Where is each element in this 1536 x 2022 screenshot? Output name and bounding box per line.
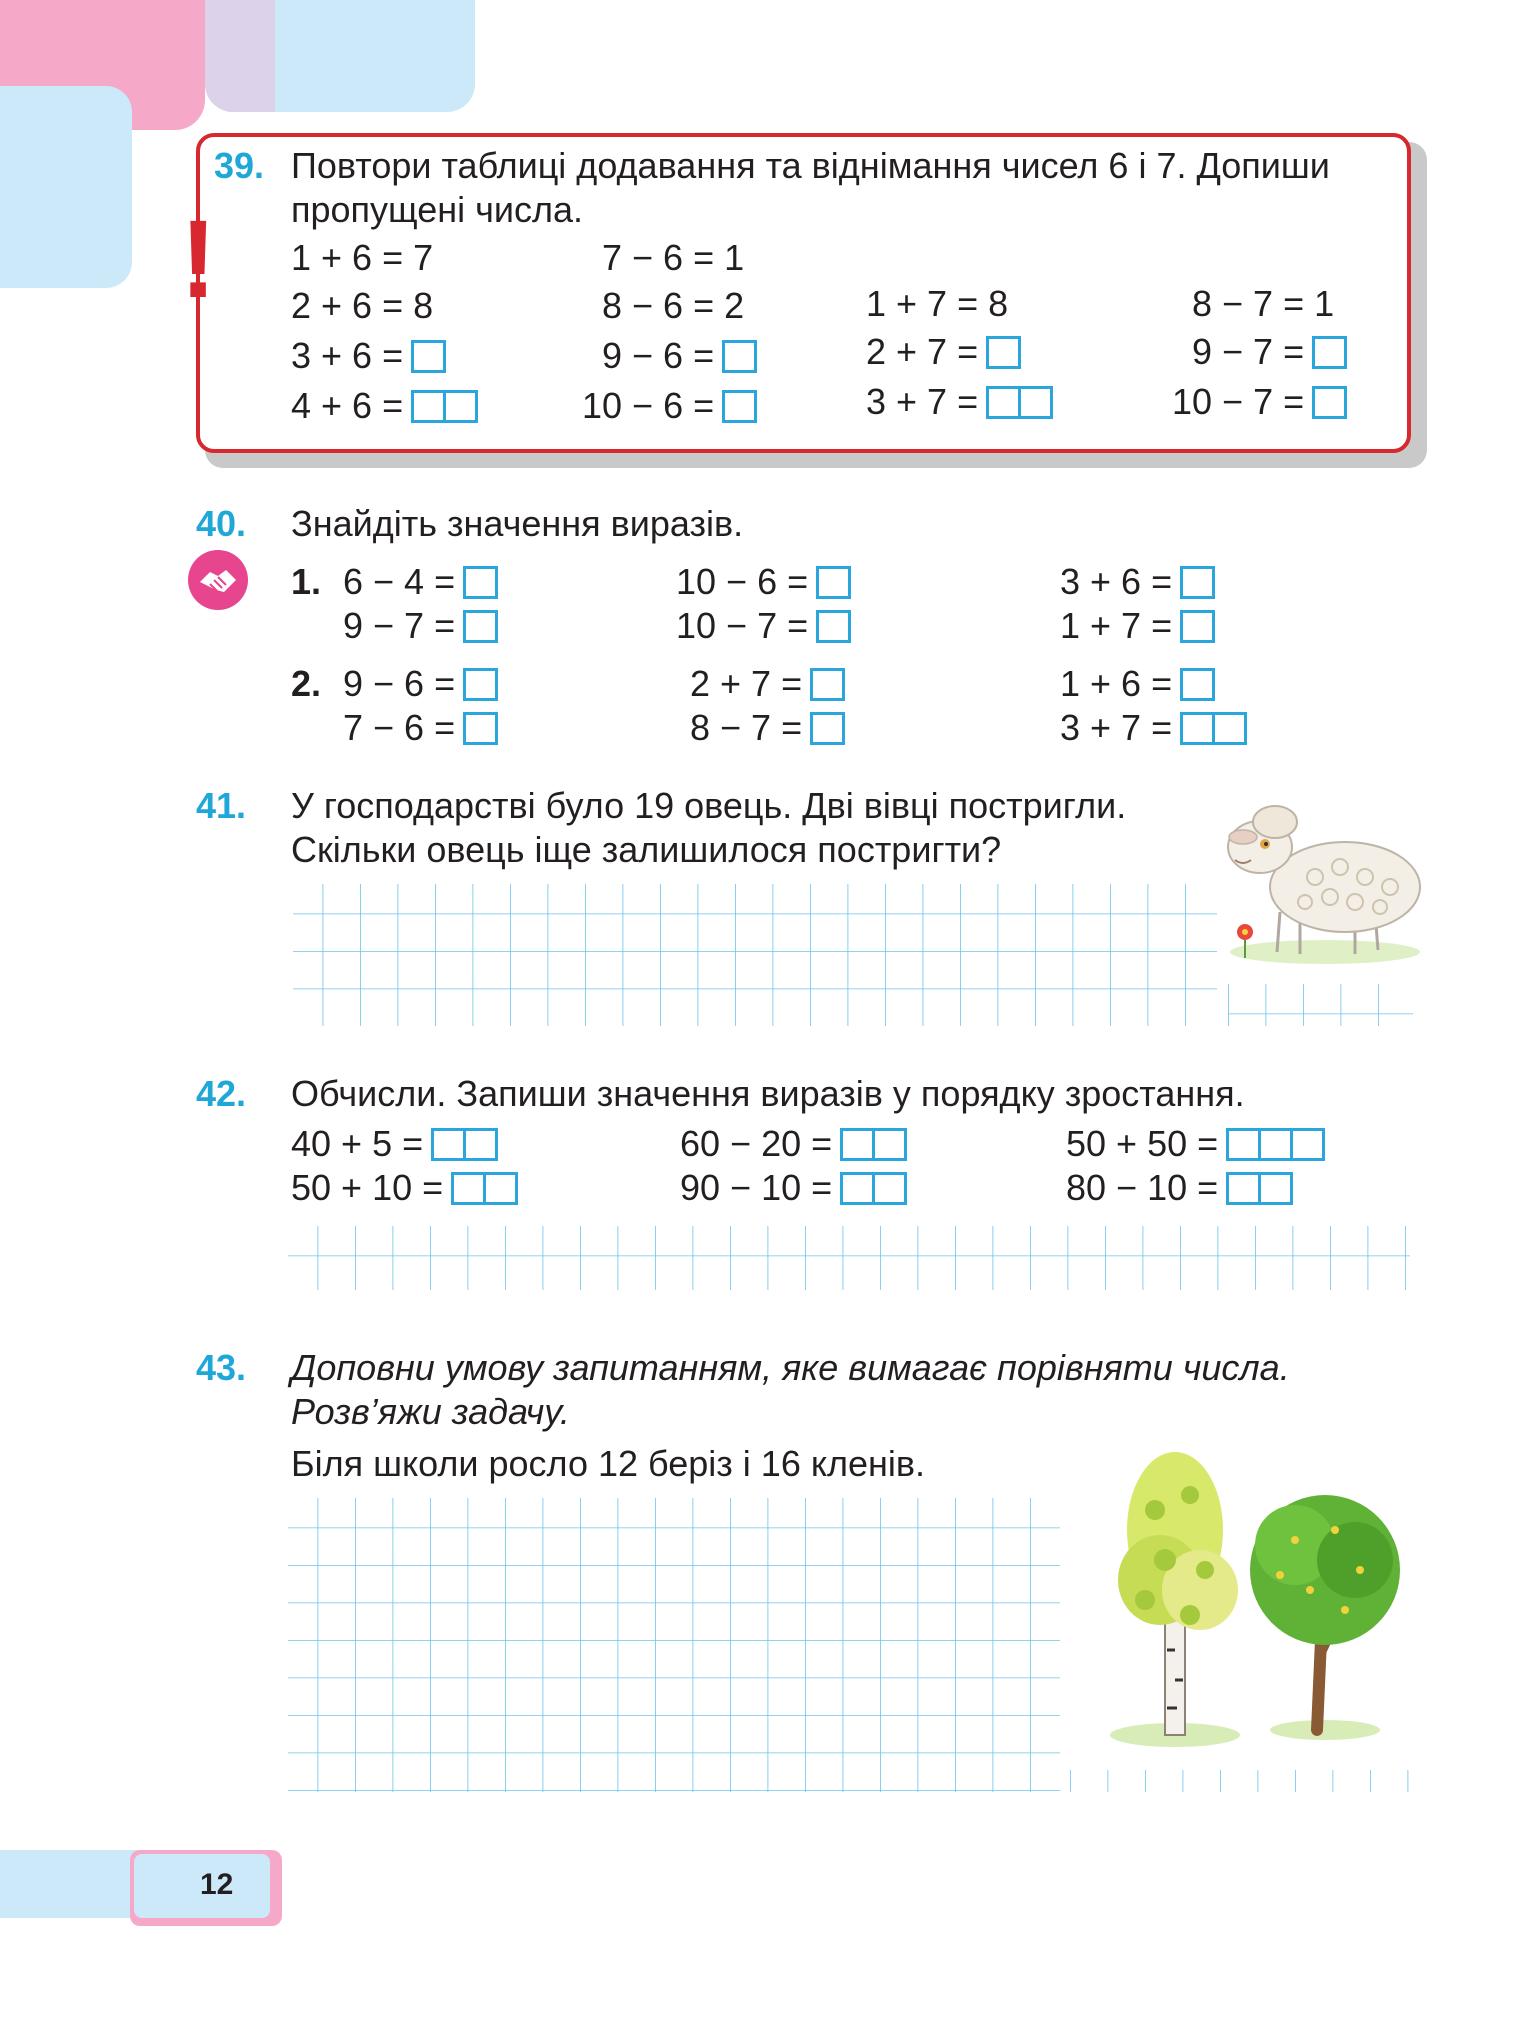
answer-box[interactable] <box>463 566 498 599</box>
ex39-eq-text: 3 + 6 = <box>291 335 404 376</box>
ex42-eq-text: 50 + 10 = <box>291 1167 444 1208</box>
ex43-answer-grid-bottom[interactable] <box>1070 1762 1420 1802</box>
ex40-eq-text: 2 + 7 = <box>690 663 803 704</box>
ex39-eq-text: 4 + 6 = <box>291 385 404 426</box>
ex42-eq-text: 80 − 10 = <box>1066 1167 1219 1208</box>
answer-box[interactable] <box>1180 712 1215 745</box>
ex42-instruction: Обчисли. Запиши значення виразів у порядку зростання. <box>291 1073 1245 1114</box>
answer-box[interactable] <box>986 386 1021 419</box>
ex40-eq <box>343 662 498 706</box>
answer-box[interactable] <box>1226 1128 1261 1161</box>
corner-blue-block-left <box>0 86 132 288</box>
ex43-condition: Біля школи росло 12 беріз і 16 кленів. <box>291 1443 926 1484</box>
sheep-illustration <box>1205 792 1435 972</box>
answer-box[interactable] <box>1180 668 1215 701</box>
ex39-eq <box>866 282 1008 326</box>
ex40-part1-label: 1. <box>291 561 322 602</box>
ex43-answer-grid[interactable] <box>280 1490 1070 1800</box>
ex43-instruction-line2: Розв’яжи задачу. <box>291 1391 570 1432</box>
ex40-instruction: Знайдіть значення виразів. <box>291 503 744 544</box>
answer-box[interactable] <box>1180 610 1215 643</box>
answer-box[interactable] <box>1258 1128 1293 1161</box>
answer-box[interactable] <box>1018 386 1053 419</box>
ex42-eq <box>680 1166 907 1210</box>
ex40-eq <box>343 604 498 648</box>
ex40-eq <box>343 706 498 750</box>
ex40-eq-text: 1 + 6 = <box>1060 663 1173 704</box>
answer-box[interactable] <box>840 1128 875 1161</box>
ex40-part2-label: 2. <box>291 663 322 704</box>
ex42-eq-text: 90 − 10 = <box>680 1167 833 1208</box>
ex39-eq <box>291 384 478 428</box>
ex42-answer-grid[interactable] <box>280 1218 1420 1300</box>
ex39-eq-text: 2 + 6 = 8 <box>291 285 434 326</box>
answer-box[interactable] <box>872 1172 907 1205</box>
handshake-icon <box>188 550 248 610</box>
answer-box[interactable] <box>411 390 446 423</box>
ex40-eq <box>1060 604 1215 648</box>
ex40-eq <box>1060 662 1215 706</box>
ex40-eq-text: 7 − 6 = <box>343 707 456 748</box>
ex42-eq <box>291 1122 498 1166</box>
ex39-eq <box>602 334 757 378</box>
ex39-eq <box>1172 380 1347 424</box>
ex39-eq-text: 9 − 6 = <box>602 335 715 376</box>
ex40-eq <box>690 706 845 750</box>
answer-box[interactable] <box>451 1172 486 1205</box>
ex41-answer-grid-right[interactable] <box>1228 976 1418 1034</box>
ex39-eq-text: 2 + 7 = <box>866 331 979 372</box>
ex39-instruction-line2: пропущені числа. <box>291 189 584 230</box>
ex40-eq-text: 9 − 7 = <box>343 605 456 646</box>
answer-box[interactable] <box>872 1128 907 1161</box>
answer-box[interactable] <box>816 566 851 599</box>
answer-box[interactable] <box>816 610 851 643</box>
ex42-eq <box>291 1166 518 1210</box>
answer-box[interactable] <box>840 1172 875 1205</box>
ex42-eq <box>680 1122 907 1166</box>
ex40-number: 40. <box>196 503 247 544</box>
ex41-number: 41. <box>196 785 247 826</box>
ex40-eq <box>1060 706 1247 750</box>
ex40-eq-text: 10 − 6 = <box>676 561 809 602</box>
ex39-eq-text: 1 + 6 = 7 <box>291 237 434 278</box>
answer-box[interactable] <box>1290 1128 1325 1161</box>
answer-box[interactable] <box>1312 386 1347 419</box>
answer-box[interactable] <box>431 1128 466 1161</box>
ex40-eq <box>1060 560 1215 604</box>
ex39-eq-text: 10 − 7 = <box>1172 381 1305 422</box>
ex40-eq-text: 6 − 4 = <box>343 561 456 602</box>
answer-box[interactable] <box>1180 566 1215 599</box>
ex40-eq-text: 9 − 6 = <box>343 663 456 704</box>
answer-box[interactable] <box>463 712 498 745</box>
ex39-eq <box>291 284 433 328</box>
ex42-eq-text: 40 + 5 = <box>291 1123 424 1164</box>
ex39-eq-text: 3 + 7 = <box>866 381 979 422</box>
ex39-instruction-line1: Повтори таблиці додавання та віднімання чисел 6 і 7. Допиши <box>291 145 1330 186</box>
ex40-eq-text: 1 + 7 = <box>1060 605 1173 646</box>
ex40-eq-text: 10 − 7 = <box>676 605 809 646</box>
page-number: 12 <box>200 1868 234 1901</box>
answer-box[interactable] <box>463 610 498 643</box>
answer-box[interactable] <box>722 390 757 423</box>
exclamation-icon: ! <box>180 198 217 321</box>
answer-box[interactable] <box>986 336 1021 369</box>
ex43-instruction-line1: Доповни умову запитанням, яке вимагає порівняти числа. <box>291 1347 1290 1388</box>
ex42-eq-text: 60 − 20 = <box>680 1123 833 1164</box>
ex39-eq <box>291 334 446 378</box>
ex42-eq <box>1066 1166 1293 1210</box>
ex39-eq <box>866 380 1053 424</box>
ex39-eq <box>1192 282 1334 326</box>
ex42-eq-text: 50 + 50 = <box>1066 1123 1219 1164</box>
ex39-eq-text: 7 − 6 = 1 <box>602 237 745 278</box>
answer-box[interactable] <box>810 712 845 745</box>
ex40-eq <box>676 604 851 648</box>
ex41-text-line2: Скільки овець іще залишилося постригти? <box>291 829 1002 870</box>
ex39-eq-text: 8 − 6 = 2 <box>602 285 745 326</box>
answer-box[interactable] <box>1258 1172 1293 1205</box>
ex41-text-line1: У господарстві було 19 овець. Дві вівці постригли. <box>291 785 1127 826</box>
ex39-eq-text: 9 − 7 = <box>1192 331 1305 372</box>
trees-illustration <box>1095 1450 1405 1750</box>
answer-box[interactable] <box>1312 336 1347 369</box>
answer-box[interactable] <box>463 1128 498 1161</box>
answer-box[interactable] <box>1226 1172 1261 1205</box>
ex42-eq <box>1066 1122 1325 1166</box>
ex39-eq <box>1192 330 1347 374</box>
ex40-eq-text: 8 − 7 = <box>690 707 803 748</box>
ex39-eq-text: 1 + 7 = 8 <box>866 283 1009 324</box>
ex39-eq <box>291 236 433 280</box>
answer-box[interactable] <box>722 340 757 373</box>
ex39-eq-text: 8 − 7 = 1 <box>1192 283 1335 324</box>
ex40-eq <box>690 662 845 706</box>
ex39-eq <box>582 384 757 428</box>
ex39-number: 39. <box>214 145 265 186</box>
answer-box[interactable] <box>1212 712 1247 745</box>
ex42-number: 42. <box>196 1073 247 1114</box>
answer-box[interactable] <box>810 668 845 701</box>
corner-overlap-block <box>205 0 275 112</box>
answer-box[interactable] <box>483 1172 518 1205</box>
ex43-number: 43. <box>196 1347 247 1388</box>
answer-box[interactable] <box>463 668 498 701</box>
ex39-eq-text: 10 − 6 = <box>582 385 715 426</box>
ex39-eq <box>866 330 1021 374</box>
ex40-eq <box>343 560 498 604</box>
answer-box[interactable] <box>443 390 478 423</box>
ex41-answer-grid[interactable] <box>285 876 1225 1034</box>
answer-box[interactable] <box>411 340 446 373</box>
ex40-eq <box>676 560 851 604</box>
ex40-eq-text: 3 + 7 = <box>1060 707 1173 748</box>
ex39-eq <box>602 236 744 280</box>
ex40-eq-text: 3 + 6 = <box>1060 561 1173 602</box>
ex39-eq <box>602 284 744 328</box>
